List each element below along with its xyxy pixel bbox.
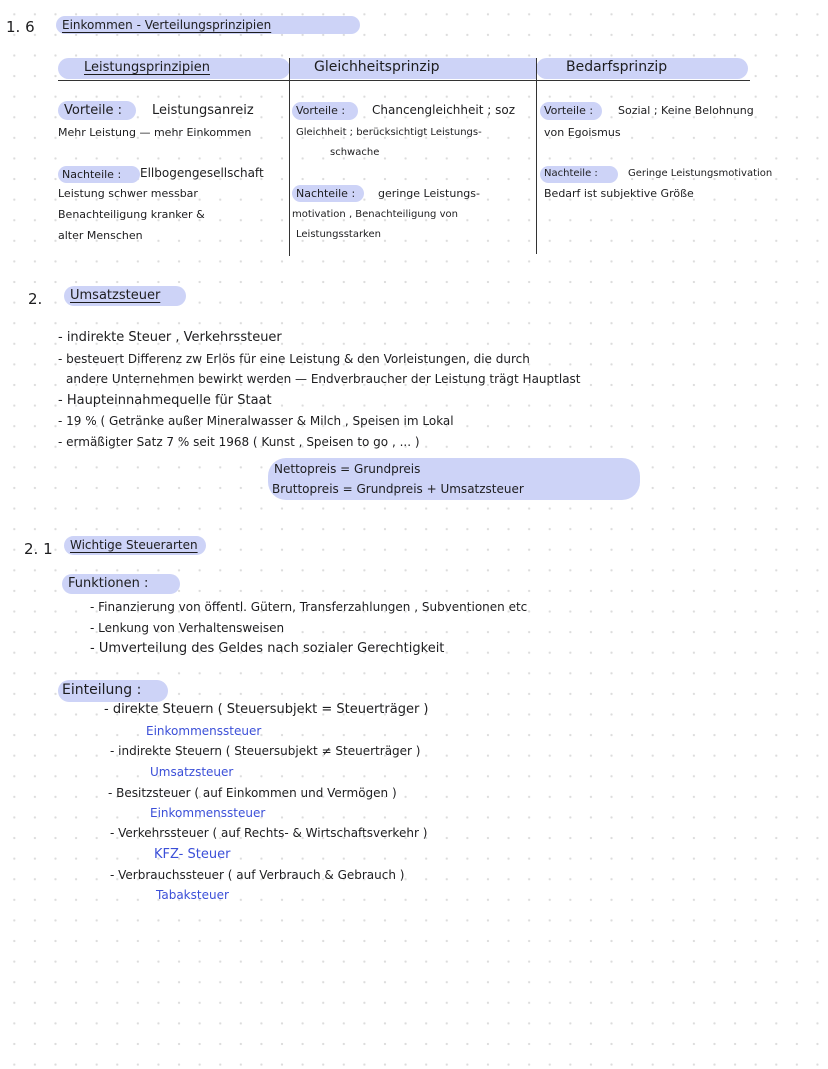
text-line: von Egoismus [544,126,621,139]
section-title: Einkommen - Verteilungsprinzipien [56,16,360,34]
bullet-line: - Haupteinnahmequelle für Staat [58,393,272,408]
einteilung-item: - Verkehrssteuer ( auf Rechts- & Wirtschaftsverkehr ) [110,826,428,840]
table-header-bedarfsprinzip: Bedarfsprinzip [566,59,668,75]
bullet-line: - besteuert Differenz zw Erlös für eine Leistung & den Vorleistungen, die durch [58,352,530,366]
einteilung-item: - Verbrauchssteuer ( auf Verbrauch & Gebrauch ) [110,868,405,882]
funktionen-label: Funktionen : [68,576,149,591]
table-divider [536,58,537,254]
text-line: Geringe Leistungsmotivation [628,168,773,179]
text-line: Gleichheit ; berücksichtigt Leistungs- [296,127,482,138]
bullet-line: - 19 % ( Getränke außer Mineralwasser & Milch , Speisen im Lokal [58,414,454,428]
text-line: Leistung schwer messbar [58,187,198,200]
text-line: schwache [330,147,380,158]
nachteile-label: Nachteile : [62,168,122,181]
text-line: geringe Leistungs- [378,187,480,200]
bullet-line: andere Unternehmen bewirkt werden — Endverbraucher der Leistung trägt Hauptlast [66,372,581,386]
bullet-line: - indirekte Steuer , Verkehrssteuer [58,330,282,345]
einteilung-item: - indirekte Steuern ( Steuersubjekt ≠ Steuerträger ) [110,744,421,758]
einteilung-label: Einteilung : [62,682,142,698]
einteilung-item: - direkte Steuern ( Steuersubjekt = Steuerträger ) [104,702,429,717]
text-line: Bedarf ist subjektive Größe [544,187,694,200]
text-line: Chancengleichheit ; soz [372,103,515,117]
text-line: alter Menschen [58,229,143,242]
section-number: 2. [28,290,43,308]
text-line: Leistungsanreiz [152,103,254,118]
einteilung-example: Einkommenssteuer [146,724,262,738]
text-line: Leistungsstarken [296,229,381,240]
einteilung-example: Tabaksteuer [156,888,229,902]
bullet-line: - Finanzierung von öffentl. Gütern, Transferzahlungen , Subventionen etc [90,600,528,614]
vorteile-label: Vorteile : [544,104,594,117]
einteilung-item: - Besitzsteuer ( auf Einkommen und Vermögen ) [108,786,397,800]
section-number: 1. 6 [6,18,35,36]
section-number: 2. 1 [24,540,53,558]
bullet-line: - ermäßigter Satz 7 % seit 1968 ( Kunst , Speisen to go , ... ) [58,435,420,449]
text-line: Ellbogengesellschaft [140,166,264,180]
text-line: motivation , Benachteiligung von [292,209,458,220]
text-line: Sozial ; Keine Belohnung [618,104,754,117]
einteilung-example: Umsatzsteuer [150,765,234,779]
section-title: Wichtige Steuerarten [64,536,206,555]
formula-brutto: Bruttopreis = Grundpreis + Umsatzsteuer [272,482,524,496]
text-line: Mehr Leistung — mehr Einkommen [58,126,252,139]
table-header-leistungsprinzip: Leistungsprinzipien [84,60,210,75]
nachteile-label: Nachteile : [544,168,598,179]
section-title: Umsatzsteuer [64,286,186,306]
table-divider [289,58,290,256]
table-header-gleichheitsprinzip: Gleichheitsprinzip [314,59,440,75]
table-header-rule [58,80,750,81]
einteilung-example: Einkommenssteuer [150,806,266,820]
einteilung-example: KFZ- Steuer [154,847,231,862]
formula-netto: Nettopreis = Grundpreis [274,462,421,476]
nachteile-label: Nachteile : [296,187,356,200]
bullet-line: - Umverteilung des Geldes nach sozialer Gerechtigkeit [90,641,445,656]
vorteile-label: Vorteile : [64,103,123,118]
text-line: Benachteiligung kranker & [58,208,205,221]
bullet-line: - Lenkung von Verhaltensweisen [90,621,285,635]
vorteile-label: Vorteile : [296,104,346,117]
